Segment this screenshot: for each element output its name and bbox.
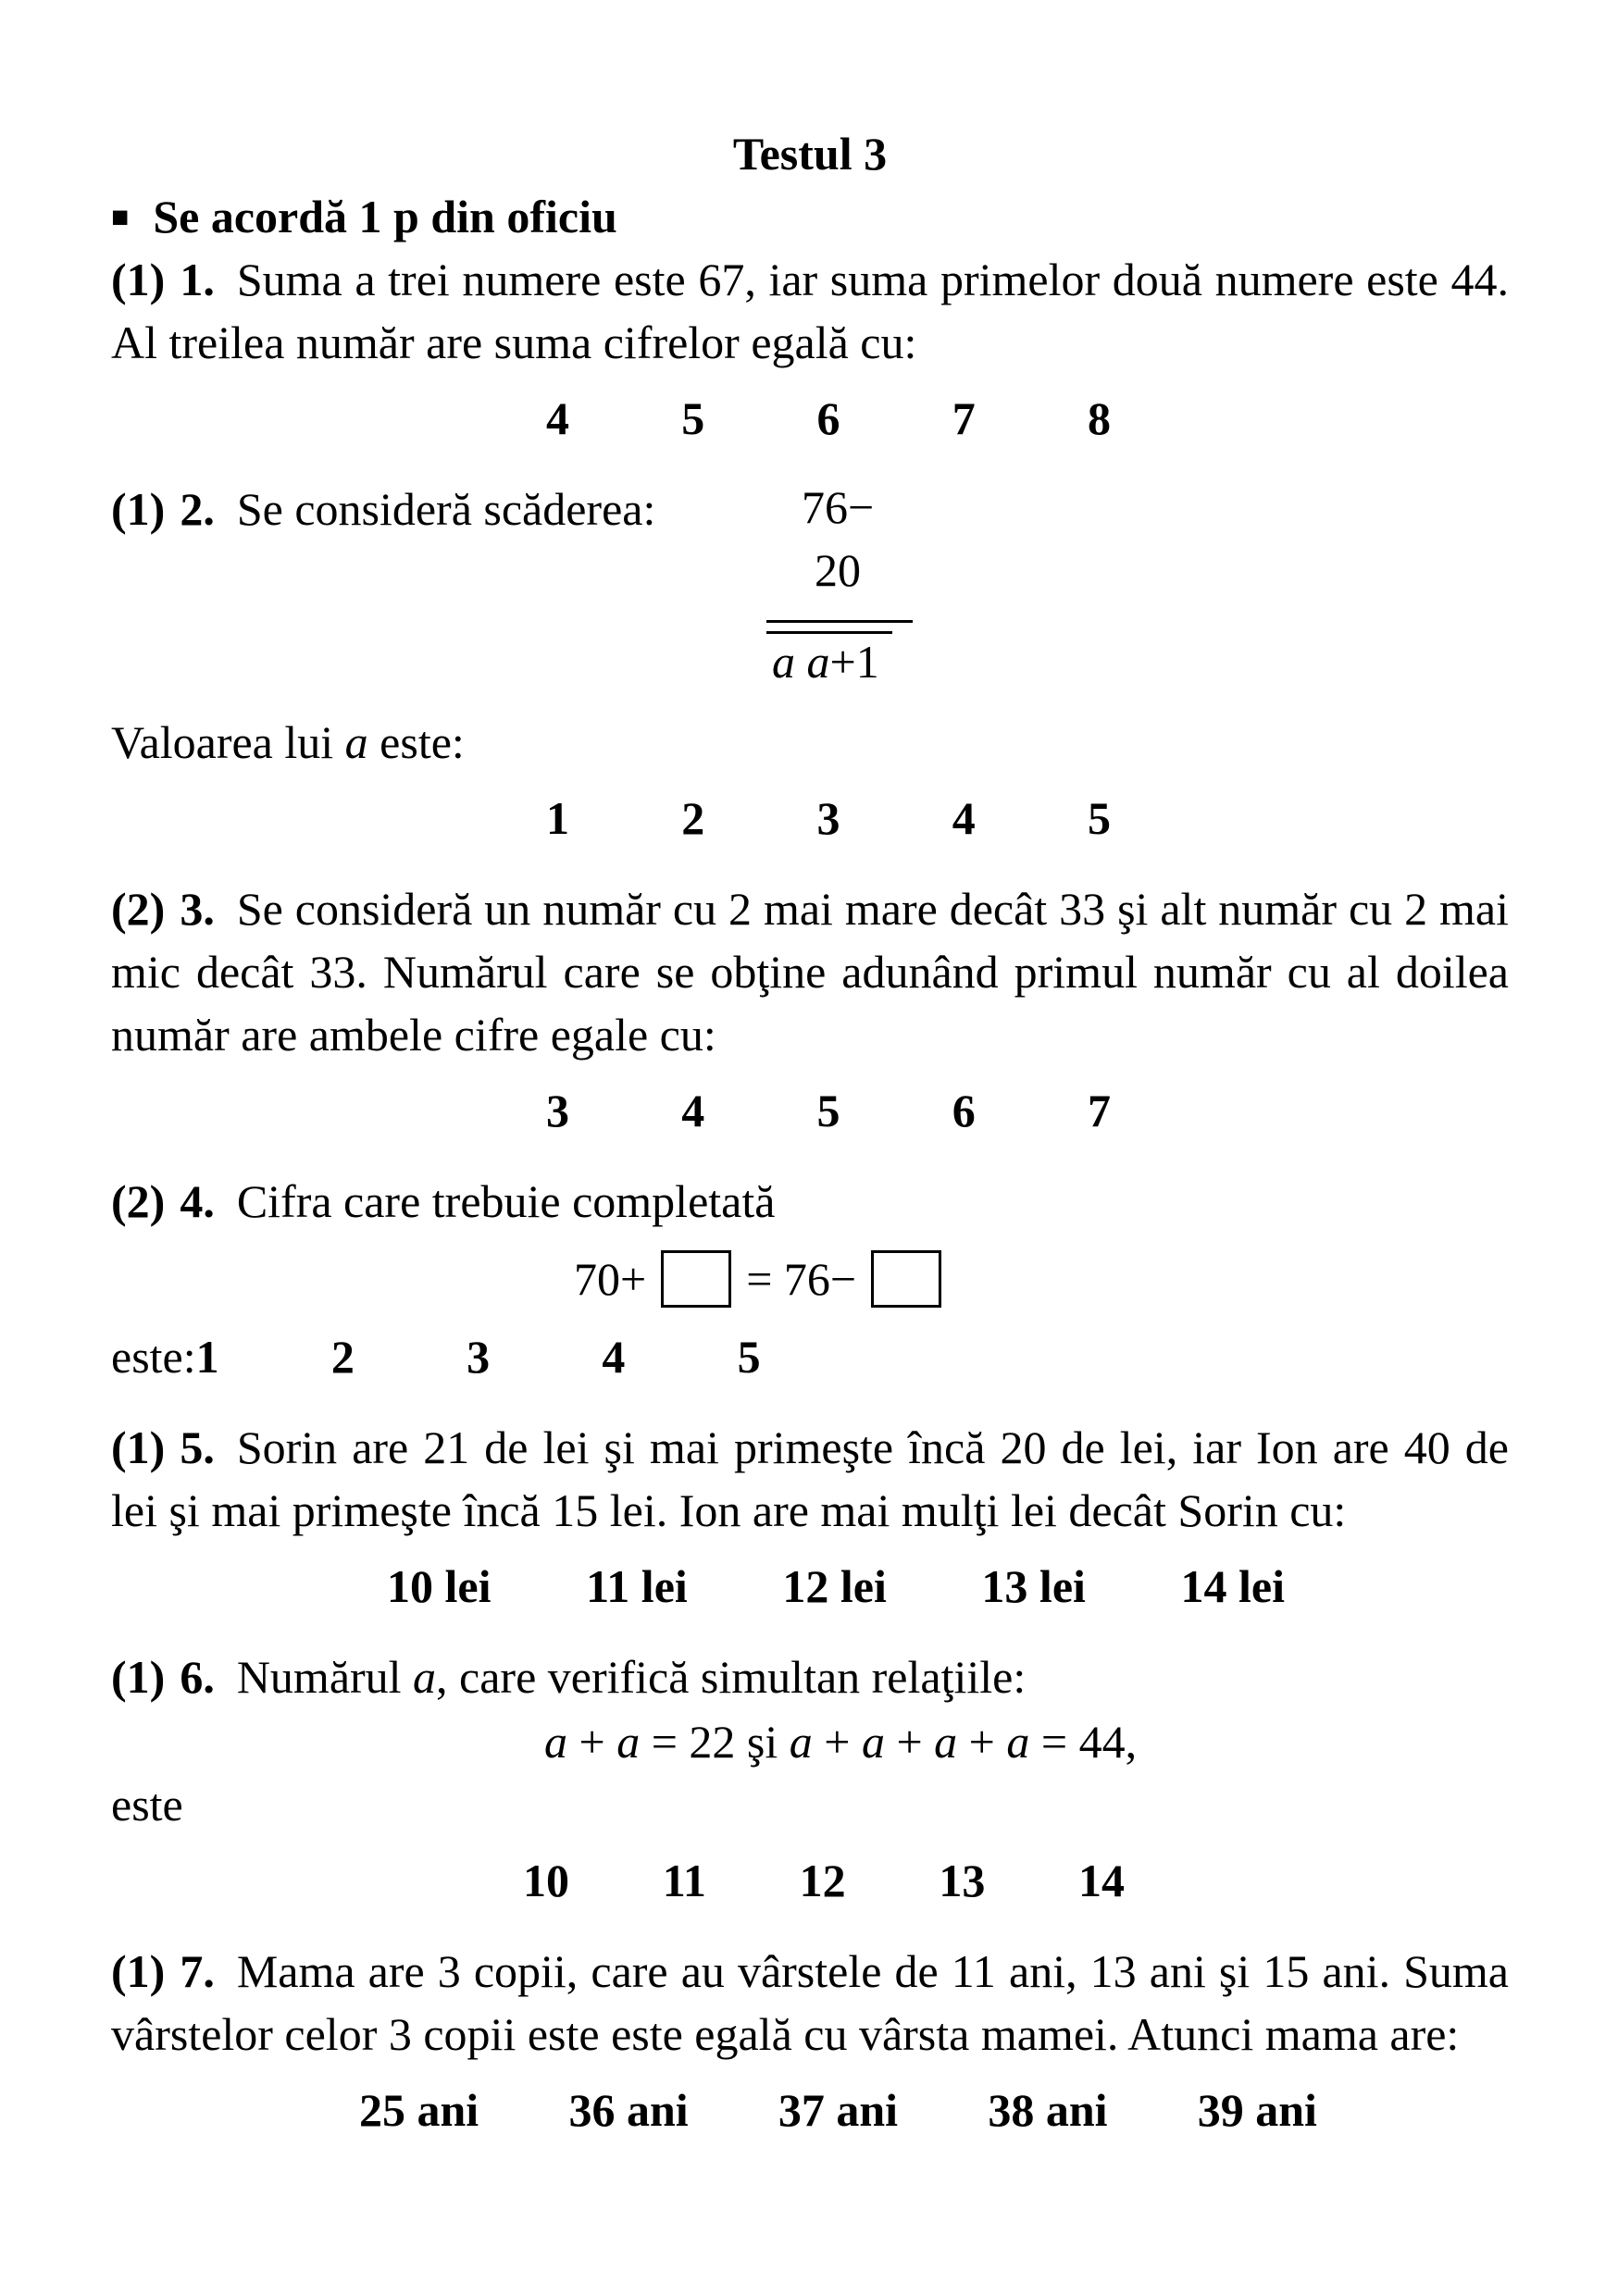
problem-6-points: (1) [111, 1651, 166, 1703]
problem-3-options [546, 1079, 1111, 1142]
problem-1 [111, 248, 1509, 450]
problem-4-statement [111, 1170, 1509, 1233]
problem-1-number: 1. [180, 254, 215, 305]
option: 25 ani [359, 2084, 479, 2136]
problem-6-number: 6. [180, 1651, 215, 1703]
problem-7-statement [111, 1940, 1509, 2066]
option: 4 [952, 792, 976, 844]
problem-7-text: Mama are 3 copii, care au vârstele de 11 ani, 13 ani şi 15 ani. Suma vârstelor celor 3 copii este este egală cu vârsta mamei. Atunci mama are: [111, 1945, 1509, 2060]
option: 37 ani [778, 2084, 899, 2136]
problem-6-options [523, 1849, 1125, 1912]
answer-box [871, 1250, 941, 1308]
option: 3 [816, 792, 840, 844]
notice-text: Se acordă 1 p din oficiu [153, 191, 617, 242]
option: 14 [1078, 1855, 1125, 1906]
problem-4 [111, 1170, 1509, 1388]
problem-3-statement [111, 877, 1509, 1066]
problem-2-options [546, 787, 1111, 850]
option: 3 [467, 1331, 491, 1383]
problem-5-statement [111, 1416, 1509, 1542]
option: 4 [546, 392, 569, 444]
option: 36 ani [568, 2084, 689, 2136]
problem-2-question: Valoarea lui a este: [111, 716, 465, 768]
subtraction-subtrahend: 20 [815, 544, 861, 596]
problem-7-options [359, 2079, 1317, 2141]
option: 8 [1088, 392, 1111, 444]
option: 1 [195, 1331, 219, 1383]
result-expression: a a+1 [766, 631, 892, 689]
option: 13 lei [981, 1560, 1086, 1612]
problem-3-text: Se consideră un număr cu 2 mai mare decât 33 şi alt număr cu 2 mai mic decât 33. Numărul care se obţine adunând primul număr cu al doilea număr are ambele cifre egale cu: [111, 883, 1509, 1061]
problem-7-number: 7. [180, 1945, 215, 1997]
option: 38 ani [988, 2084, 1108, 2136]
option: 11 lei [586, 1560, 688, 1612]
problem-3-number: 3. [180, 883, 215, 935]
problem-1-statement [111, 248, 1509, 374]
option: 5 [816, 1085, 840, 1136]
option: 6 [816, 392, 840, 444]
answer-box [661, 1250, 731, 1308]
option: 10 [523, 1855, 569, 1906]
problem-5-number: 5. [180, 1421, 215, 1473]
problem-4-points: (2) [111, 1175, 166, 1227]
problem-2-header [111, 478, 1509, 711]
option: 14 lei [1180, 1560, 1285, 1612]
problem-2 [111, 478, 1509, 850]
notice-line [111, 185, 1509, 248]
option: 3 [546, 1085, 569, 1136]
problem-1-points: (1) [111, 254, 166, 305]
problem-6 [111, 1645, 1509, 1912]
option: 2 [681, 792, 705, 844]
option: 1 [546, 792, 569, 844]
problem-4-equation [574, 1247, 1509, 1310]
problem-6-text: Numărul a, care verifică simultan relaţiile: [236, 1651, 1027, 1703]
option: 13 [939, 1855, 986, 1906]
option: 12 [799, 1855, 846, 1906]
problem-4-options [196, 1325, 761, 1388]
subtraction-result [766, 630, 928, 693]
subtraction-minuend: 76− [802, 481, 875, 533]
problem-4-prefix: este: [111, 1331, 196, 1383]
problem-5-points: (1) [111, 1421, 166, 1473]
square-bullet-icon: ■ [111, 200, 130, 233]
problem-7-points: (1) [111, 1945, 166, 1997]
problem-6-este: este [111, 1779, 183, 1831]
option: 39 ani [1197, 2084, 1317, 2136]
problem-7 [111, 1940, 1509, 2141]
problem-5-options [387, 1555, 1285, 1618]
option: 10 lei [387, 1560, 492, 1612]
option: 5 [1088, 792, 1111, 844]
problem-2-text: Se consideră scăderea: [236, 483, 656, 535]
problem-3 [111, 877, 1509, 1142]
subtraction-block [766, 476, 928, 693]
option: 4 [602, 1331, 626, 1383]
problem-4-text: Cifra care trebuie completată [236, 1175, 776, 1227]
option: 6 [952, 1085, 976, 1136]
problem-4-number: 4. [180, 1175, 215, 1227]
equation-left: 70+ [574, 1253, 647, 1305]
option: 4 [681, 1085, 705, 1136]
problem-6-statement [111, 1645, 1509, 1708]
problem-6-equation: a + a = 22 şi a + a + a + a = 44, [544, 1716, 1138, 1768]
problem-1-text: Suma a trei numere este 67, iar suma primelor două numere este 44. Al treilea număr are suma cifrelor egală cu: [111, 254, 1509, 368]
option: 11 [662, 1855, 706, 1906]
problem-5-text: Sorin are 21 de lei şi mai primeşte încă 20 de lei, iar Ion are 40 de lei şi mai primeşte încă 15 lei. Ion are mai mulţi lei decât Sorin cu: [111, 1421, 1509, 1536]
page-title: Testul 3 [732, 128, 888, 180]
option: 7 [1088, 1085, 1111, 1136]
problem-2-points: (1) [111, 483, 166, 535]
option: 2 [330, 1331, 355, 1383]
problem-3-points: (2) [111, 883, 166, 935]
option: 12 lei [782, 1560, 887, 1612]
option: 5 [681, 392, 705, 444]
equation-mid: = 76− [746, 1253, 857, 1305]
problem-1-options [546, 387, 1111, 450]
option: 7 [952, 392, 976, 444]
problem-2-number: 2. [180, 483, 215, 535]
problem-4-answer-row [111, 1325, 1509, 1388]
option: 5 [737, 1331, 761, 1383]
subtraction-rule [766, 620, 913, 623]
problem-5 [111, 1416, 1509, 1618]
